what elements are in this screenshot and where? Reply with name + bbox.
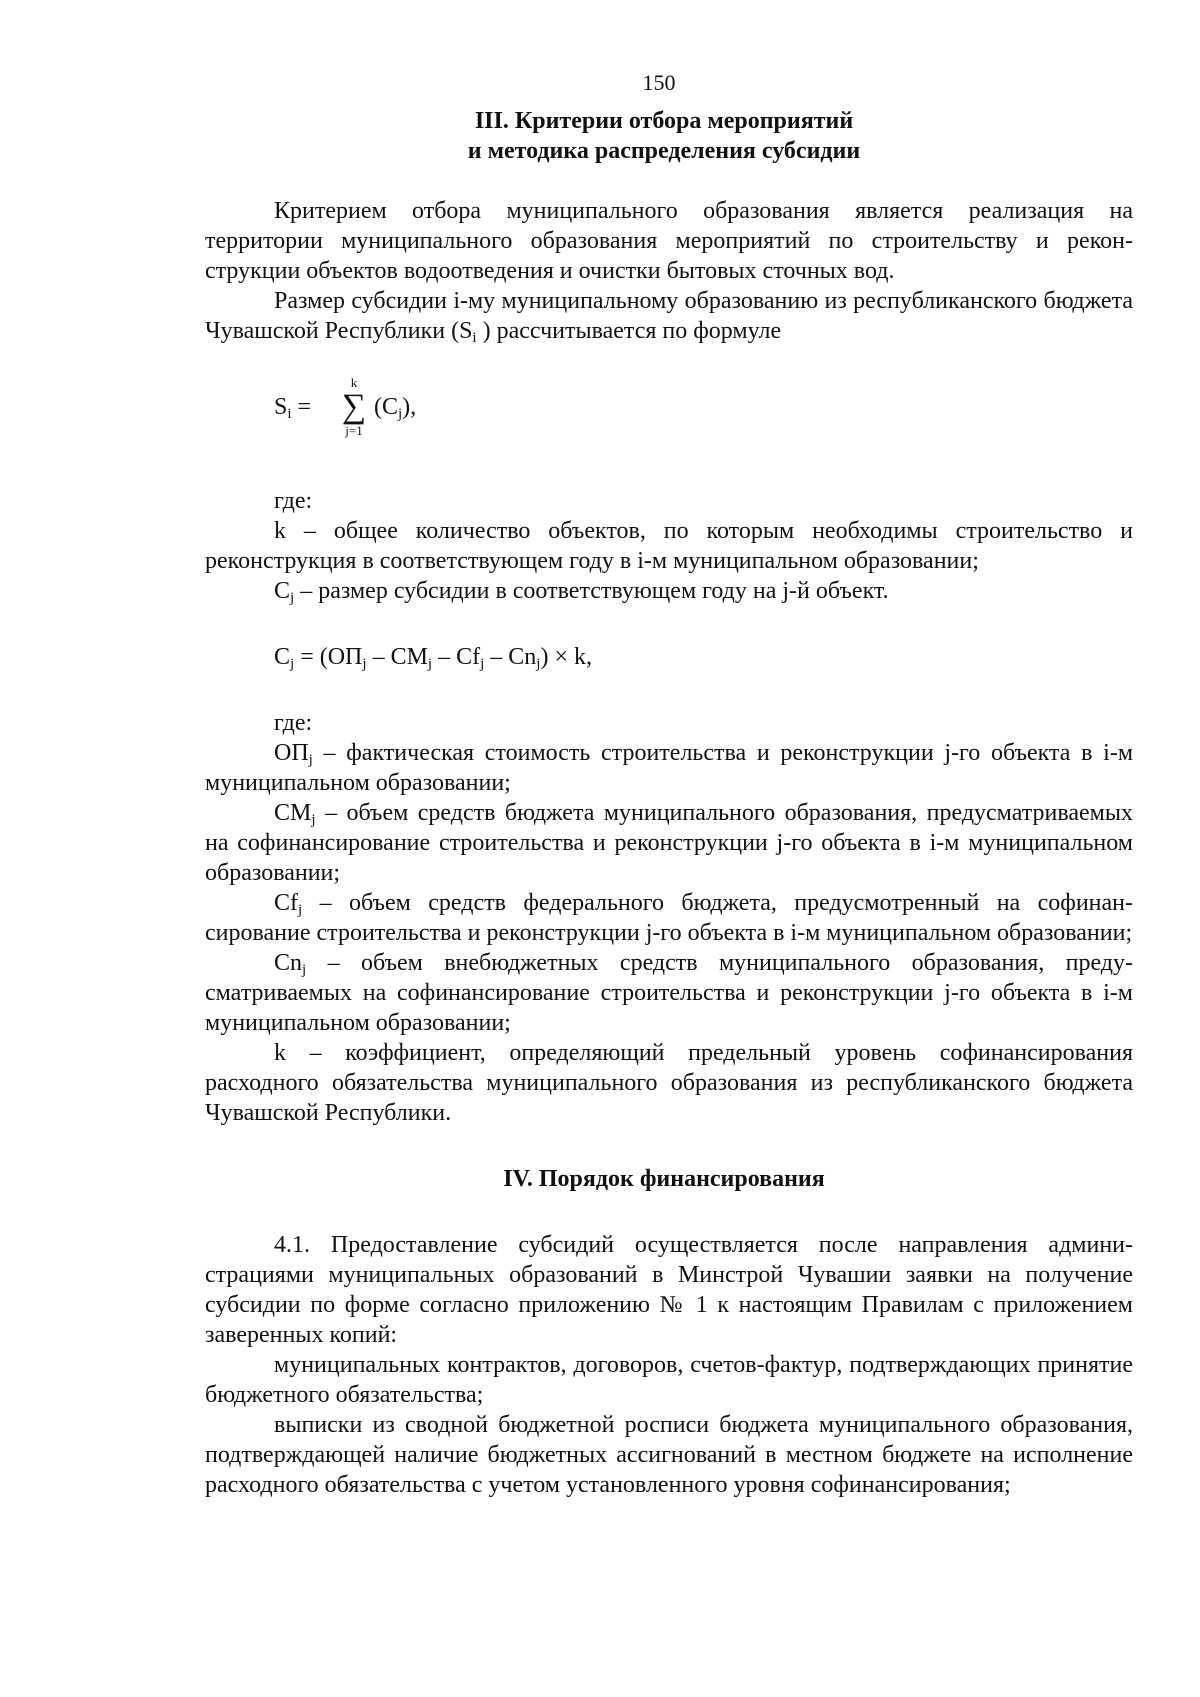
definition-op-symbol: ОП bbox=[274, 740, 309, 766]
definition-cn bbox=[205, 948, 1133, 1038]
section-3-heading bbox=[195, 106, 1133, 166]
formula2-cn-sub: j bbox=[536, 656, 541, 672]
formula2-cm-sub: j bbox=[427, 656, 433, 672]
formula2-close: ) × k, bbox=[540, 644, 592, 670]
formula-rhs bbox=[374, 394, 416, 421]
definition-cm-symbol: СМ bbox=[274, 800, 312, 826]
formula2-cm: – СМ bbox=[366, 644, 428, 670]
formula2-op: = (ОП bbox=[294, 644, 363, 670]
formula-lhs-sub: i bbox=[287, 406, 292, 422]
definition-cm-text: – объем средств бюджета муниципального образования, предусматриваемых на софинансирование строительства и реконструкции j-го объекта в i-м муниципальном образовании; bbox=[205, 800, 1133, 886]
clause-4-1-paragraph: 4.1. Предоставление субсидий осуществляется после направления администрациями муниципальных образований в Минстрой Чувашии заявки на получение субсидии по форме согласно приложению № 1 к настоящим Правилам с приложением заверенных копий: bbox=[205, 1232, 1133, 1348]
formula-cj bbox=[274, 642, 1133, 672]
formula-lhs-symbol: S bbox=[274, 394, 288, 420]
subsidy-size-text-end: ) рассчитывается по формуле bbox=[476, 318, 782, 344]
definition-cf-text: – объем средств федерального бюджета, предусмотренный на софинансирование строительства и реконструкции j-го объекта в i-м муниципальном образовании; bbox=[205, 890, 1133, 946]
subsidy-size-sub: i bbox=[472, 330, 477, 346]
document-page bbox=[205, 70, 1133, 1500]
definition-cn-text: – объем внебюджетных средств муниципального образования, предусматриваемых на софинансирование строительства и реконструкции j-го объекта в i-м муниципальном образовании; bbox=[205, 950, 1133, 1036]
formula-lhs bbox=[274, 394, 311, 421]
definition-cm-sub: j bbox=[311, 812, 316, 828]
definition-cf bbox=[205, 888, 1133, 948]
sum-lower-limit: j=1 bbox=[345, 423, 363, 438]
section-3-heading-line-2: и методика распределения субсидии bbox=[467, 138, 861, 164]
subsidy-size-paragraph bbox=[205, 286, 1133, 346]
definition-cf-sub: j bbox=[298, 902, 303, 918]
definition-op bbox=[205, 738, 1133, 798]
formula2-op-sub: j bbox=[362, 656, 367, 672]
where-label-2: где: bbox=[274, 710, 313, 736]
where-label-1: где: bbox=[274, 488, 313, 514]
formula2-cf: – Cf bbox=[432, 644, 481, 670]
sum-sigma-icon: ∑ bbox=[341, 388, 367, 425]
formula2-c-sub: j bbox=[290, 656, 295, 672]
definition-k-text: – общее количество объектов, по которым необходимы строительство и реконструкция в соответствующем году в i-м муниципальном образовании; bbox=[205, 518, 1133, 574]
budget-extract-list-item: выписки из сводной бюджетной росписи бюджета муниципального образования, подтверждающей наличие бюджетных ассигнований в местном бюджете на исполнение расходного обязательства с учетом установленного уровня софинансирования; bbox=[205, 1412, 1133, 1498]
formula-rhs-open: (C bbox=[374, 394, 398, 420]
definition-cj-text: – размер субсидии в соответствующем году на j-й объект. bbox=[294, 578, 889, 604]
formula2-c: C bbox=[274, 644, 291, 670]
formula-subsidy-sum bbox=[274, 364, 1133, 456]
definition-op-text: – фактическая стоимость строительства и реконструкции j-го объекта в i-м муниципальном образовании; bbox=[205, 740, 1134, 796]
definition-cj-sub: j bbox=[290, 590, 295, 606]
definition-op-sub: j bbox=[308, 752, 313, 768]
subsidy-size-text: Размер субсидии i-му муниципальному образованию из республиканского бюджета Чувашской Республики (S bbox=[205, 288, 1133, 344]
selection-criterion-paragraph: Критерием отбора муниципального образования является реализация на территории муниципального образования мероприятий по строительству и реконструкции объектов водоотведения и очистки бытовых сточных вод. bbox=[205, 198, 1133, 284]
definition-cf-symbol: Cf bbox=[274, 890, 298, 916]
definition-cn-symbol: Cn bbox=[274, 950, 303, 976]
definition-cj-symbol: C bbox=[274, 578, 291, 604]
definition-cj bbox=[205, 576, 1133, 606]
definition-k-symbol: k bbox=[274, 518, 286, 544]
formula-rhs-sub: j bbox=[398, 406, 403, 422]
definition-k-coefficient bbox=[205, 1038, 1133, 1128]
section-4-heading: IV. Порядок финансирования bbox=[503, 1166, 825, 1192]
formula-sum bbox=[334, 376, 374, 438]
definition-cm bbox=[205, 798, 1133, 888]
formula-rhs-close: ), bbox=[402, 394, 417, 420]
definition-k-coefficient-symbol: k bbox=[274, 1040, 286, 1066]
formula2-cf-sub: j bbox=[480, 656, 485, 672]
definition-k-coefficient-text: – коэффициент, определяющий предельный уровень софинансирования расходного обязательства муниципального образования из республиканского бюджета Чувашской Республики. bbox=[205, 1040, 1133, 1126]
definition-cn-sub: j bbox=[302, 962, 307, 978]
formula2-cn: – Cn bbox=[484, 644, 537, 670]
page-number: 150 bbox=[642, 70, 676, 95]
contracts-list-item: муниципальных контрактов, договоров, счетов-фактур, подтверждающих принятие бюджетного обязательства; bbox=[205, 1352, 1133, 1408]
section-3-heading-line-1: III. Критерии отбора мероприятий bbox=[474, 108, 854, 134]
formula-equals: = bbox=[291, 394, 312, 420]
sum-upper-limit: k bbox=[350, 375, 358, 390]
definition-k bbox=[205, 516, 1133, 576]
